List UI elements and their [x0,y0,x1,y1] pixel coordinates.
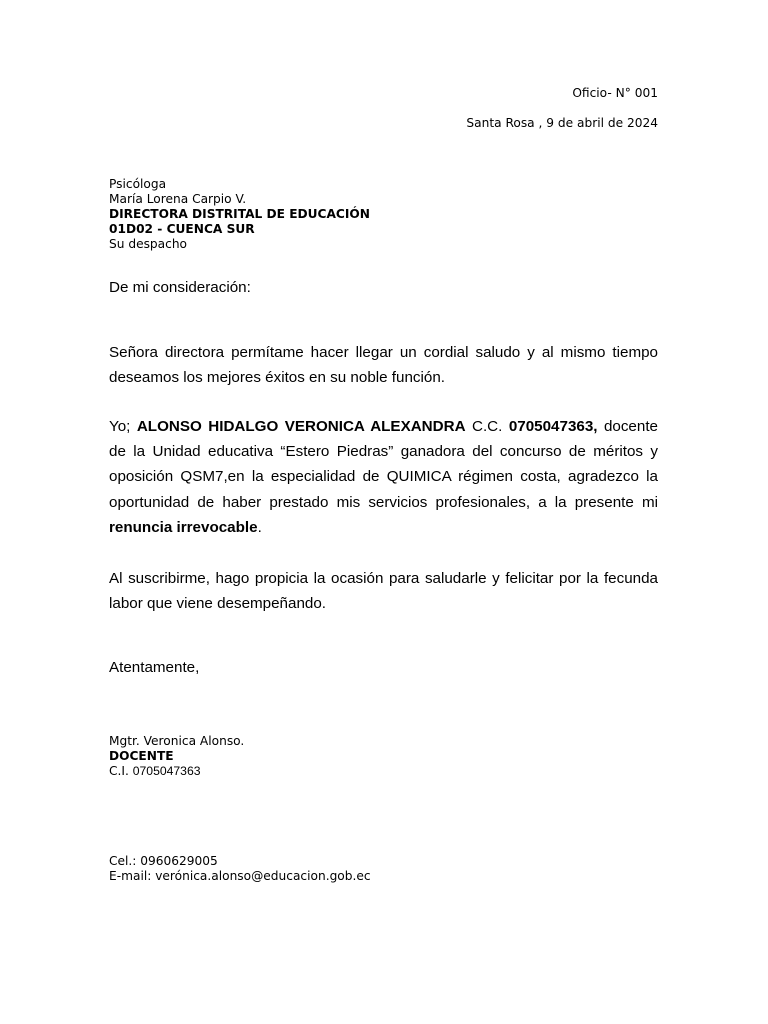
contact-block [109,854,371,884]
cc-number: 0705047363, [508,418,598,435]
recipient-title: Psicóloga [109,177,167,191]
letter-header [466,86,658,131]
signature-name: Mgtr. Veronica Alonso. [109,734,245,748]
recipient-district: 01D02 - CUENCA SUR [109,222,255,236]
email-label: E-mail: [109,869,156,883]
closing-phrase: Atentamente, [109,659,200,676]
paragraph-resignation [109,414,658,540]
recipient-block [109,177,370,252]
ci-label: C.I. [109,764,133,778]
salutation: De mi consideración: [109,279,251,296]
ci-number: 0705047363 [132,764,201,778]
paragraph-closing-remarks: Al suscribirme, hago propicia la ocasión para saludarle y felicitar por la fecunda labor que viene desempeñando. [109,570,658,613]
contact-email [109,869,371,884]
phone-label: Cel.: [109,854,141,868]
recipient-position: DIRECTORA DISTRITAL DE EDUCACIÓN [109,207,370,221]
signature-block [109,734,244,779]
place-and-date: Santa Rosa , 9 de abril de 2024 [466,116,658,130]
paragraph-greeting: Señora directora permítame hacer llegar un cordial saludo y al mismo tiempo deseamos los mejores éxitos en su noble función. [109,344,658,387]
email-address: verónica.alonso@educacion.gob.ec [155,869,371,883]
phone-number: 0960629005 [140,854,218,868]
paragraph-body: docente de la Unidad educativa “Estero Piedras” ganadora del concurso de méritos y oposición QSM7,en la especialidad de QUIMICA régimen costa, agradezco la oportunidad de haber prestado mis servicios profesionales, a la presente mi [109,418,658,511]
signature-ci [109,764,244,779]
recipient-closing: Su despacho [109,237,188,251]
signature-role: DOCENTE [109,749,174,763]
paragraph-prefix: Yo; [109,418,137,435]
office-number: Oficio- N° 001 [572,86,658,100]
teacher-full-name: ALONSO HIDALGO VERONICA ALEXANDRA [136,418,466,435]
recipient-name: María Lorena Carpio V. [109,192,247,206]
cc-label: C.C. [465,418,509,435]
contact-phone [109,854,371,869]
resignation-emphasis: renuncia irrevocable [109,518,258,536]
paragraph-end: . [257,518,262,536]
